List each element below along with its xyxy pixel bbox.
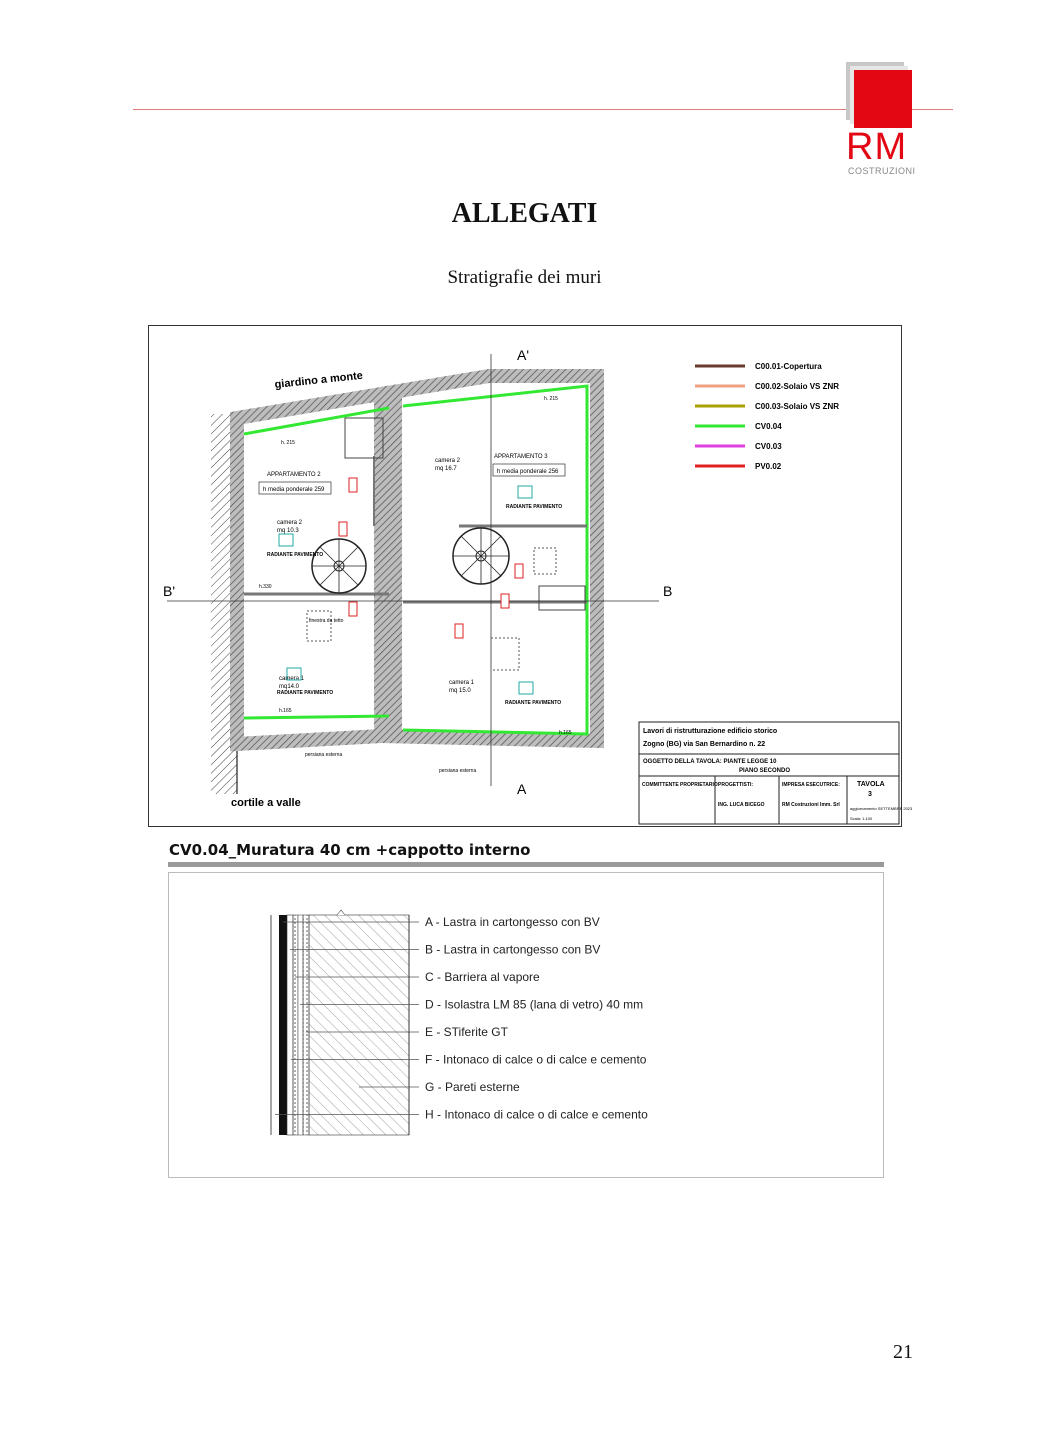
svg-text:RADIANTE PAVIMENTO: RADIANTE PAVIMENTO <box>505 700 562 706</box>
svg-text:RADIANTE PAVIMENTO: RADIANTE PAVIMENTO <box>277 690 334 696</box>
courtyard-label: cortile a valle <box>231 797 301 809</box>
apartment-2-label: APPARTAMENTO 2 <box>267 472 321 478</box>
svg-text:h. 215: h. 215 <box>544 396 558 402</box>
title-block-tavola: 3 <box>868 791 872 798</box>
layer-label: D - Isolastra LM 85 (lana di vetro) 40 mm <box>425 997 644 1012</box>
svg-text:persiana esterna: persiana esterna <box>439 768 477 774</box>
room-camera-1-right: camera 1 <box>449 680 475 686</box>
section-b-right-label: B <box>663 583 673 599</box>
room-camera-1-right-area: mq 15.0 <box>449 688 471 694</box>
title-block-object: OGGETTO DELLA TAVOLA: PIANTE LEGGE 10 <box>643 759 777 765</box>
section-a-top-label: A' <box>517 347 530 363</box>
logo-text: RM <box>846 126 908 168</box>
layer-label: E - STiferite GT <box>425 1025 508 1039</box>
svg-text:h.165: h.165 <box>559 730 572 736</box>
wall-section-drawing <box>271 910 409 1135</box>
room-camera-2-left-area: mq 10.3 <box>277 528 299 534</box>
title-block-update: aggiornamento SETTEMBRE 2023 <box>850 806 913 811</box>
title-block-progettista-label: PROGETTISTI: <box>718 782 753 788</box>
apartment-3-label: APPARTAMENTO 3 <box>494 454 548 460</box>
section-a-bottom-label: A <box>517 781 527 797</box>
legend-label: C00.03-Solaio VS ZNR <box>755 402 840 411</box>
room-camera-2: camera 2 <box>435 458 461 464</box>
legend-label: CV0.03 <box>755 442 782 451</box>
height-165-label: h.165 <box>279 708 292 714</box>
room-camera-1-area: mq14.0 <box>279 684 300 690</box>
title-block-project: Lavori di ristrutturazione edificio storico <box>643 728 778 735</box>
layer-label: C - Barriera al vapore <box>425 970 540 984</box>
legend-label: C00.01-Copertura <box>755 362 822 371</box>
plan-legend <box>695 362 839 471</box>
radiant-floor-symbol <box>267 486 562 706</box>
page-title: ALLEGATI <box>451 198 598 229</box>
svg-text:RADIANTE PAVIMENTO: RADIANTE PAVIMENTO <box>267 552 324 558</box>
layer-label: A - Lastra in cartongesso con BV <box>425 915 600 929</box>
page-subtitle: Stratigrafie dei muri <box>447 267 602 288</box>
logo-subtext: COSTRUZIONI <box>848 166 916 176</box>
height-330-label: h.330 <box>259 584 272 590</box>
svg-text:RADIANTE PAVIMENTO: RADIANTE PAVIMENTO <box>506 504 563 510</box>
section-title: CV0.04_Muratura 40 cm +cappotto interno <box>169 841 531 859</box>
skylight-label: finestra da tetto <box>309 618 344 624</box>
title-block-impresa: RM Costruzioni Imm. Srl <box>782 802 840 808</box>
title-block <box>639 722 913 824</box>
legend-label: CV0.04 <box>755 422 782 431</box>
persiana-label: persiana esterna <box>305 752 343 758</box>
legend-label: PV0.02 <box>755 462 782 471</box>
room-camera-2-area: mq 16.7 <box>435 466 457 472</box>
title-block-scale: Scala: 1:100 <box>850 816 873 821</box>
section-rule <box>168 862 884 867</box>
room-camera-2-left: camera 2 <box>277 520 303 526</box>
title-block-location: Zogno (BG) via San Bernardino n. 22 <box>643 741 766 748</box>
apartment-3-height: h media ponderale 256 <box>497 469 559 475</box>
room-camera-1: camera 1 <box>279 676 305 682</box>
section-b-left-label: B' <box>163 583 176 599</box>
floor-plan <box>148 325 913 827</box>
layer-label: H - Intonaco di calce o di calce e cemento <box>425 1107 648 1122</box>
legend-label: C00.02-Solaio VS ZNR <box>755 382 840 391</box>
title-block-committente: COMMITTENTE PROPRIETARIO: <box>642 782 720 788</box>
title-block-progettista: ING. LUCA BICEGO <box>718 802 765 808</box>
layer-label: G - Pareti esterne <box>425 1080 520 1094</box>
height-215-label: h. 215 <box>281 440 295 446</box>
title-block-tavola-label: TAVOLA <box>857 781 885 788</box>
layer-label: B - Lastra in cartongesso con BV <box>425 942 601 957</box>
title-block-impresa-label: IMPRESA ESECUTRICE: <box>782 782 840 788</box>
header-rule <box>133 109 953 110</box>
company-logo <box>842 60 914 178</box>
page-number: 21 <box>893 1341 913 1363</box>
layer-label: F - Intonaco di calce o di calce e cemento <box>425 1052 647 1067</box>
apartment-2-height: h media ponderale 259 <box>263 487 325 493</box>
title-block-floor: PIANO SECONDO <box>739 768 791 774</box>
layer-list <box>425 915 648 1122</box>
wall-stratigraphy <box>168 872 884 1178</box>
garden-label: giardino a monte <box>274 369 364 391</box>
